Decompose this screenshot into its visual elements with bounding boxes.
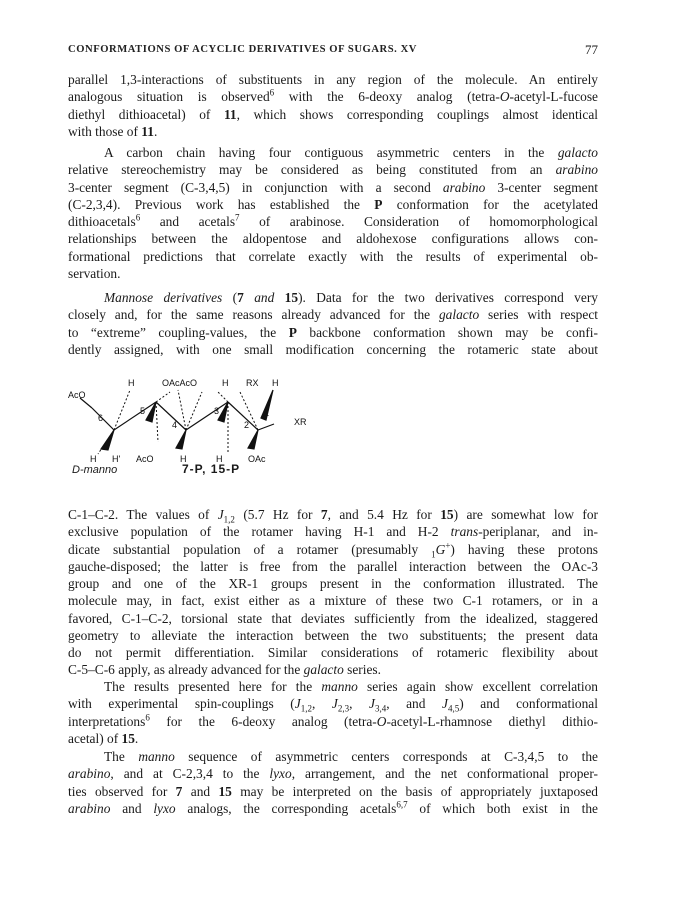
figure-caption-compounds: 7-P, 15-P xyxy=(182,462,241,476)
label-xr: XR xyxy=(294,417,307,427)
label-h: H xyxy=(90,454,97,464)
running-head: CONFORMATIONS OF ACYCLIC DERIVATIVES OF SUGARS. XV xyxy=(68,44,417,55)
label-oacaco: OAcAcO xyxy=(162,378,198,388)
label-h: H xyxy=(180,454,187,464)
carbon-number: 4 xyxy=(172,420,178,430)
label-h-prime: H' xyxy=(112,454,121,464)
label-aco: AcO xyxy=(136,454,154,464)
paragraph-5: The results presented here for the manno series again show excellent correlation with experimental spin-couplings ($J_{1,2}$, $J_{2,3}$, $J_{3,4}$, and $J_{4,5}$) and conformational interpretations$^6$ for the 6-deoxy analog (tetra-O-acetyl-L-rhamnose diethyl dithio- acetal) of 15. xyxy=(68,679,598,746)
paragraph-1: parallel 1,3-interactions of substituents in any region of the molecule. An entirely analogous situation is observed$^6$ with the 6-deoxy analog (tetra-O-acetyl-L-fucose diethyl dithioacetal) of 11, which shows corresponding couplings almost identical with those of 11. xyxy=(68,72,598,139)
page-number: 77 xyxy=(585,42,598,57)
figure-caption-configuration: D-manno xyxy=(72,464,118,476)
label-h: H xyxy=(272,378,279,388)
carbon-number: 3 xyxy=(214,406,220,416)
label-rx: RX xyxy=(246,378,259,388)
carbon-number: 2 xyxy=(244,420,250,430)
paragraph-6: The manno sequence of asymmetric centers corresponds at C-3,4,5 to the arabino, and at C-2,3,4 to the lyxo, arrangement, and the net conformational proper- ties observed for 7 and 15 may be interpreted on the basis of appropriately juxtaposed arabino and lyxo analogs, the corresponding acetals$^{6,7}$ of which both exist in the xyxy=(68,749,599,816)
label-h: H xyxy=(216,454,223,464)
label-h: H xyxy=(222,378,229,388)
paragraph-3: Mannose derivatives (7 and 15). Data for the two derivatives correspond very closely and, for the same reasons already advanced for the galacto series with respect to “extreme” coupling-values, the P backbone conformation shown may be confi- dently assigned, with one small modification concerning the rotameric state about xyxy=(68,290,598,357)
label-aco: AcO xyxy=(68,390,86,400)
carbon-number: 1 xyxy=(264,408,270,418)
carbon-number: 6 xyxy=(98,413,104,423)
paragraph-4: C-1–C-2. The values of $J_{1,2}$ (5.7 Hz for 7, and 5.4 Hz for 15) are somewhat low for exclusive population of the rotamer having H-1 and H-2 trans-periplanar, and in- dicate substantial population of a rotamer (presumably $_1$G+) having these protons gauche-disposed; the latter is free from the parallel interaction between the OAc-3 group and one of the XR-1 groups present in the conformation illustrated. The molecule may, in fact, exist either as a mixture of these two C-1 rotamers, or in a favored, C-1–C-2, torsional state that deviates sufficiently from the idealized, staggered geometry to alleviate the interaction between the two substituents; the present data do not permit differentiation. Similar considerations of rotameric flexibility about C-5–C-6 apply, as already advanced for the galacto series. xyxy=(68,507,598,678)
label-oac: OAc xyxy=(248,454,266,464)
label-h: H xyxy=(128,378,135,388)
carbon-number: 5 xyxy=(140,406,146,416)
paragraph-2: A carbon chain having four contiguous asymmetric centers in the galacto relative stereochemistry may be considered as being constituted from an arabino 3-center segment (C-3,4,5) in conjunction with a second arabino 3-center segment (C-2,3,4). Previous work has established the P conformation for the acetylated dithioacetals$^6$ and acetals$^7$ of arabinose. Consideration of homomorphological relationships between the aldopentose and aldohexose configurations allows con- formational predictions that correlate exactly with the results of experimental ob- servation. xyxy=(68,145,598,281)
page-header xyxy=(68,44,598,60)
